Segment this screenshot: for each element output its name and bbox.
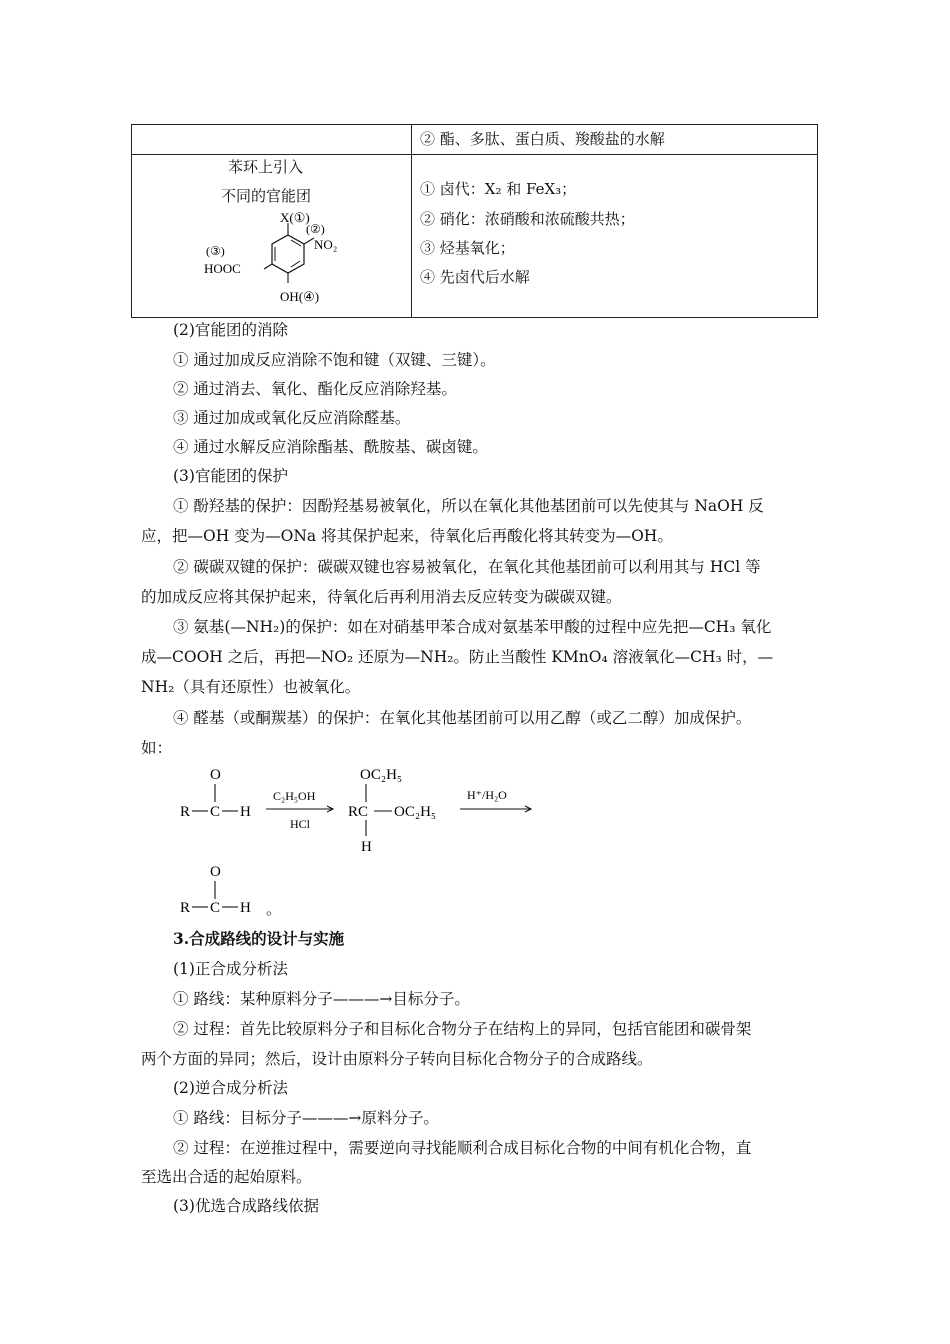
paragraph-retro-route: ① 路线：目标分子———→原料分子。 [173,1109,439,1127]
heading-retro-analysis: (2)逆合成分析法 [173,1079,288,1097]
table-text-oxidation: ③ 烃基氧化； [420,239,515,257]
heading-forward-analysis: (1)正合成分析法 [173,960,288,978]
reagent-ethanol: C₂H₅OH [273,789,316,803]
heading-synthesis-route: 3.合成路线的设计与实施 [173,929,345,948]
table-cell-r2-left [131,154,412,318]
table-cell-r1-left [131,124,412,155]
scheme-oc2h5-right: OC₂H₅ [394,804,437,820]
scheme-h-2: H [240,900,251,916]
scheme-h-1: H [240,804,251,820]
scheme-rc: RC [348,804,369,820]
paragraph-amino-1: ③ 氨基(—NH₂)的保护：如在对硝基甲苯合成对氨基苯甲酸的过程中应先把—CH₃ 氧化 [173,618,772,636]
heading-protection: (3)官能团的保护 [173,467,288,485]
aldehyde-protection-scheme [170,762,570,922]
table-text-benzene-intro: 苯环上引入 [228,158,304,176]
scheme-o-1: O [210,767,221,783]
label-x1: X(①) [280,210,310,225]
paragraph-retro-process-2: 至选出合适的起始原料。 [141,1168,312,1186]
table-cell-r2-right [411,154,818,318]
paragraph-forward-process-2: 两个方面的异同；然后，设计由原料分子转向目标化合物分子的合成路线。 [141,1050,653,1068]
paragraph-elim-4: ④ 通过水解反应消除酯基、酰胺基、碳卤键。 [173,438,488,456]
benzene-structure-diagram [192,205,392,317]
paragraph-aldehyde-2: 如： [141,739,173,757]
paragraph-alkene-1: ② 碳碳双键的保护：碳碳双键也容易被氧化，在氧化其他基团前可以利用其与 HCl 等 [173,558,761,576]
scheme-c-2: C [210,900,221,916]
paragraph-alkene-2: 的加成反应将其保护起来，待氧化后再利用消去反应转变为碳碳双键。 [141,588,622,606]
paragraph-amino-3: NH₂（具有还原性）也被氧化。 [141,678,361,696]
table-text-halogenation: ① 卤代：X₂ 和 FeX₃； [420,180,577,198]
label-hooc: HOOC [204,261,241,276]
paragraph-elim-2: ② 通过消去、氧化、酯化反应消除羟基。 [173,380,457,398]
scheme-c-1: C [210,804,221,820]
paragraph-phenol-2: 应，把—OH 变为—ONa 将其保护起来，待氧化后再酸化将其转变为—OH。 [141,527,673,545]
reaction-table [131,124,818,318]
paragraph-forward-process-1: ② 过程：首先比较原料分子和目标化合物分子在结构上的异同，包括官能团和碳骨架 [173,1020,752,1038]
paragraph-elim-3: ③ 通过加成或氧化反应消除醛基。 [173,409,411,427]
reagent-acid-water: H⁺/H₂O [467,788,507,802]
scheme-period: 。 [266,902,282,918]
paragraph-elim-1: ① 通过加成反应消除不饱和键（双键、三键）。 [173,351,496,369]
paragraph-forward-route: ① 路线：某种原料分子———→目标分子。 [173,990,470,1008]
table-cell-r1-right [411,124,818,155]
scheme-h-acetal: H [361,839,372,855]
label-oh4: OH(④) [280,289,320,304]
table-text-halo-hydrolysis: ④ 先卤代后水解 [420,268,530,286]
heading-route-selection: (3)优选合成路线依据 [173,1197,319,1215]
paragraph-retro-process-1: ② 过程：在逆推过程中，需要逆向寻找能顺利合成目标化合物的中间有机化合物，直 [173,1139,752,1157]
scheme-r-1: R [180,804,191,820]
label-no2: NO₂ [314,237,338,252]
heading-elimination: (2)官能团的消除 [173,321,288,339]
scheme-o-2: O [210,864,221,880]
scheme-oc2h5-top: OC₂H₅ [360,767,403,783]
table-text-nitration: ② 硝化：浓硝酸和浓硫酸共热； [420,210,635,228]
paragraph-amino-2: 成—COOH 之后，再把—NO₂ 还原为—NH₂。防止当酸性 KMnO₄ 溶液氧化—CH₃ 时，— [141,648,774,666]
table-text-hydrolysis: ② 酯、多肽、蛋白质、羧酸盐的水解 [420,130,665,148]
label-2: (②) [306,222,325,236]
paragraph-phenol-1: ① 酚羟基的保护：因酚羟基易被氧化，所以在氧化其他基团前可以先使其与 NaOH 反 [173,497,764,515]
scheme-r-2: R [180,900,191,916]
reagent-hcl: HCl [290,817,311,831]
paragraph-aldehyde-1: ④ 醛基（或酮羰基）的保护：在氧化其他基团前可以用乙醇（或乙二醇）加成保护。 [173,709,752,727]
table-text-functional-groups: 不同的官能团 [221,187,312,205]
label-3: (③) [206,244,225,258]
